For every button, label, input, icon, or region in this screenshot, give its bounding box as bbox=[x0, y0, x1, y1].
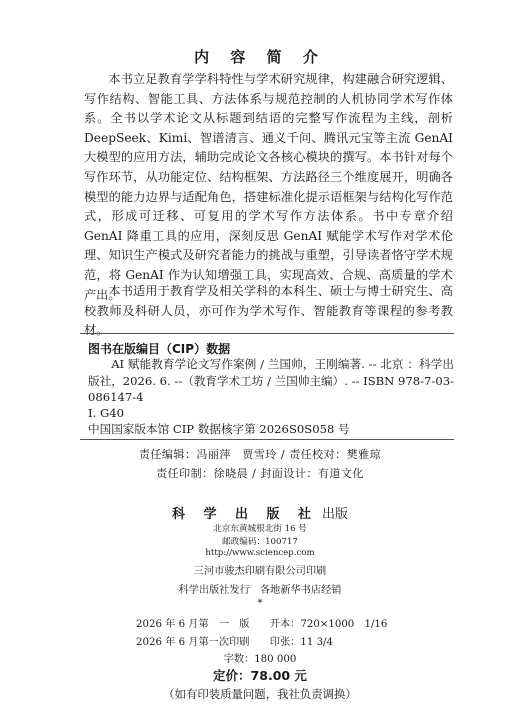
word-count: 字数：180 000 bbox=[223, 654, 297, 665]
cip-classification: Ⅰ. G40 bbox=[88, 406, 124, 420]
price: 定价：78.00 元 bbox=[213, 668, 307, 683]
publisher-line bbox=[0, 503, 520, 522]
editor-credits: 责任编辑：冯丽萍 贾雪玲 / 责任校对：樊雅琼 bbox=[138, 448, 382, 461]
cip-record: AI 赋能教育学论文写作案例 / 兰国帅，王刚编著. -- 北京 ：科学出版社，2026. 6. --（教育学术工坊 / 兰国帅主编）. -- ISBN 978-7-03-086147-4 bbox=[88, 357, 455, 404]
quality-note: （如有印装质量问题，我社负责调换） bbox=[163, 687, 357, 701]
edition-format: 2026 年 6 月第 一 版 开本：720×1000 1/16 bbox=[136, 619, 388, 630]
divider-bottom bbox=[80, 439, 454, 440]
publisher-postcode: 邮政编码：100717 bbox=[222, 537, 298, 547]
production-credits: 责任印制：徐晓晨 / 封面设计：有道文化 bbox=[156, 467, 364, 480]
cip-record-number: 中国国家版本馆 CIP 数据核字第 2026S0S058 号 bbox=[88, 422, 350, 436]
distribution-info: 科学出版社发行 各地新华书店经销 bbox=[178, 585, 342, 596]
summary-paragraph-1: 本书立足教育学学科特性与学术研究规律，构建融合研究逻辑、写作结构、智能工具、方法体系与规范控制的人机协同学术写作体系。全书以学术论文从标题到结语的完整写作流程为主线，剖析 DeepSeek、Kimi、智谱清言、通义千问、腾讯元宝等主流 GenAI 大模型的应用方法，辅助完成论文各核心模块的撰写。本书针对每个写作环节，从功能定位、结构框架、方法路径三个维度展开，明确各模型的能力边界与适配角色，搭建标准化提示语框架与结构化写作范式，形成可迁移、可复用的学术写作方法体系。书中专章介绍 GenAI 降重工具的应用，深刻反思 GenAI 赋能学术写作对学术伦理、知识生产模式及研究者能力的挑战与重塑，引导读者恪守学术规范，将 GenAI 作为认知增强工具，实现高效、合规、高质量的学术产出。 bbox=[84, 72, 453, 302]
divider-top bbox=[80, 333, 454, 334]
summary-paragraph-2: 本书适用于教育学及相关学科的本科生、硕士与博士研究生、高校教师及科研人员，亦可作为学术写作、智能教育等课程的参考教材。 bbox=[84, 284, 453, 338]
printer-info: 三河市骏杰印刷有限公司印刷 bbox=[193, 566, 327, 577]
publisher-website: http://www.sciencep.com bbox=[205, 548, 315, 558]
summary-title: 内 容 简 介 bbox=[194, 48, 326, 66]
cip-heading: 图书在版编目（CIP）数据 bbox=[88, 342, 231, 356]
publisher-suffix: 出版 bbox=[322, 507, 349, 522]
separator-star: * bbox=[257, 598, 263, 609]
publisher-address: 北京东黄城根北街 16 号 bbox=[213, 524, 307, 534]
publisher-logo: 科 学 出 版 社 bbox=[171, 507, 319, 522]
printing-sheets: 2026 年 6 月第一次印刷 印张：11 3/4 bbox=[136, 637, 333, 648]
